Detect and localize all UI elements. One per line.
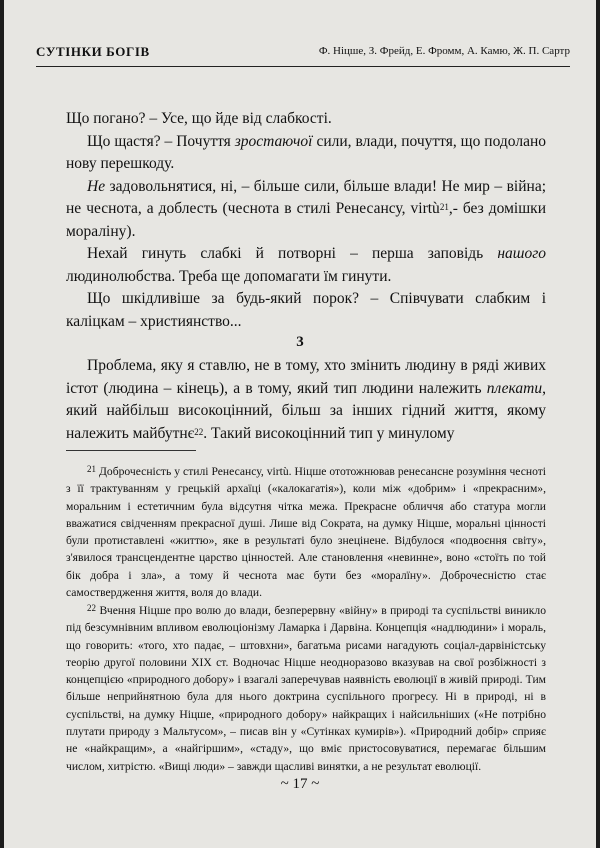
header-rule bbox=[36, 66, 570, 67]
text: Що погано? – Усе, що йде від слабкості. bbox=[66, 110, 332, 127]
text: Що щастя? – Почуття bbox=[87, 132, 235, 150]
footnote-21 bbox=[66, 463, 546, 601]
footnote-ref-21[interactable]: 21 bbox=[439, 202, 449, 212]
text: людинолюбства. Треба ще допомагати їм гинути. bbox=[66, 267, 392, 285]
book-authors: Ф. Ніцше, З. Фрейд, Е. Фромм, А. Камю, Ж. П. Сартр bbox=[318, 45, 570, 57]
text: Вчення Ніцше про волю до влади, безперервну «війну» в природі та суспільстві виникло під безсумнівним впливом еволюціонізму Ламарка і Дарвіна. Концепція «надлюдини» і мораль, що говорить: «того, хто падає, – штовхни», багатьма рисами нагадують соціал-дарвіністську теорію другої половини XIX ст. Водночас Ніцше неодноразово вказував на свої розбіжності з концепцією «природного добору» і взагалі заперечував наявність еволюції в живій природі. Тим більше неприйнятною була для нього доктрина суспільного прогресу. Ні в природі, ні в суспільстві, на думку Ніцше, «природного добору» найкращих і найсильніших («Не потрібно плутати природу з Мальтусом», – писав він у «Сутінках кумирів»). «Природний добір» сприяє не «найкращим», а «найгіршим», «стаду», що вміє пристосовуватися, перемагає більшим числом, хитрістю. «Вищі люди» – завжди щасливі винятки, а не результат еволюції. bbox=[66, 604, 546, 773]
italic-text: плекати bbox=[486, 379, 543, 397]
footnote-marker: 22 bbox=[87, 603, 96, 613]
book-title: СУТІНКИ БОГІВ bbox=[36, 44, 150, 59]
text: . Такий високоцінний тип у минулому bbox=[203, 424, 455, 442]
footnote-text bbox=[66, 602, 546, 775]
italic-text: нашого bbox=[497, 245, 546, 262]
section-number: 3 bbox=[296, 334, 304, 350]
footnote-22 bbox=[66, 602, 546, 775]
running-head bbox=[36, 44, 570, 62]
paragraph bbox=[66, 176, 546, 244]
footnote-rule bbox=[66, 450, 196, 451]
section-3-text bbox=[66, 355, 546, 445]
book-page bbox=[4, 0, 596, 848]
italic-text: Не bbox=[87, 177, 106, 195]
paragraph bbox=[66, 288, 546, 333]
text: Проблема, яку я ставлю, не в тому, хто змінить людину в ряді живих істот (людина – кінець), а в тому, який тип людини належить bbox=[66, 357, 546, 397]
text: задовольнятися, ні, – більше сили, більше влади! Не мир – війна; не чеснота, а доблесть (чеснота в стилі Ренесансу, virtù bbox=[66, 177, 546, 217]
text: , який найбільш високоцінний, більш за інших гідний життя, якому належить майбутнє bbox=[66, 379, 546, 442]
paragraph bbox=[66, 131, 546, 176]
text: ,- без домішки мораліну). bbox=[66, 200, 546, 240]
footnote-marker: 21 bbox=[87, 464, 96, 474]
footnote-text bbox=[66, 463, 546, 601]
paragraph bbox=[66, 108, 546, 131]
paragraph bbox=[66, 355, 546, 445]
footnote-ref-22[interactable]: 22 bbox=[194, 426, 204, 437]
paragraph bbox=[66, 243, 546, 288]
text: сили, влади, почуття, що подолано нову перешкоду. bbox=[66, 132, 546, 172]
text: Що шкідливіше за будь-який порок? – Співчувати слабким і каліцкам – християнство... bbox=[66, 290, 546, 330]
page-number: ~ 17 ~ bbox=[280, 776, 320, 792]
text: Нехай гинуть слабкі й потворні – перша заповідь bbox=[87, 245, 498, 262]
italic-text: зростаючої bbox=[234, 132, 313, 150]
text: Доброчесність у стилі Ренесансу, virtù. Ніцше ототожнював ренесансне розуміння чесноті з її трактуванням у грецькій архаїці («калокагатія»), коли між «добрим» і «прекрасним», моральним і естетичним була відсутня чітка межа. Прекрасне обличчя або статура могли вважатися свідченням прекрасної душі. Лише від Сократа, на думку Ніцше, моральні цінності були протиставлені «життю», яке в результаті було знецінене. Відбулося «подвоєння світу», з'явилося трансцендентне царство цінностей. Але становлення «невинне», воно «стоїть по той бік добра і зла», а тому й чеснота має бути без «моралїну». Доброчесністю стає самоствердження життя, воля до влади. bbox=[66, 465, 547, 600]
aphorisms-block bbox=[66, 108, 546, 333]
